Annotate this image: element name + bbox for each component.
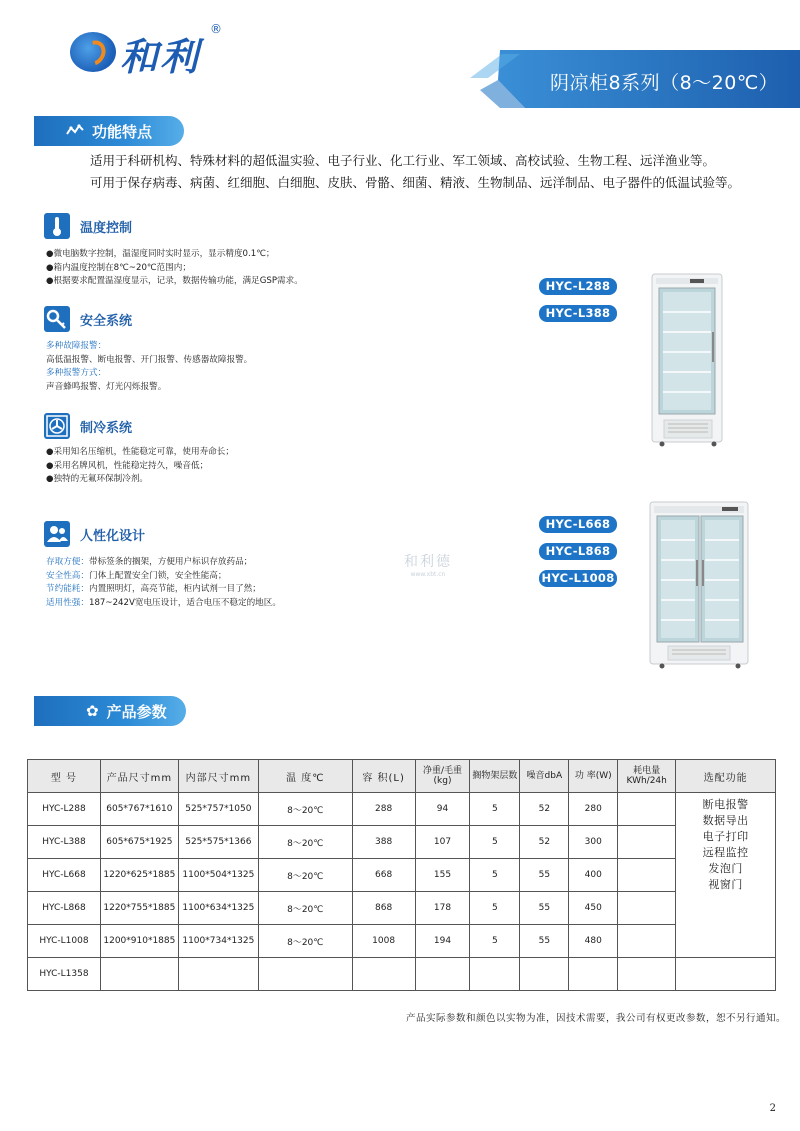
table-cell: HYC-L388 [28, 826, 101, 859]
feature-line: ●微电脑数字控制，温湿度同时实时显示，显示精度0.1℃； [46, 249, 275, 259]
table-cell: 1100*634*1325 [178, 892, 258, 925]
logo-icon [70, 32, 116, 72]
table-cell: 1200*910*1885 [100, 925, 178, 958]
table-cell: 1100*504*1325 [178, 859, 258, 892]
single-door-cabinet-image [650, 272, 726, 452]
table-cell [520, 958, 569, 991]
feature-title: 温度控制 [80, 220, 133, 236]
key-icon [44, 306, 70, 332]
table-cell: 5 [470, 826, 520, 859]
table-cell: 8～20℃ [258, 925, 352, 958]
feature-human-header [44, 521, 145, 547]
feature-row-text: 门体上配置安全门锁，安全性能高； [88, 570, 227, 581]
table-cell: HYC-L668 [28, 859, 101, 892]
table-cell: HYC-L868 [28, 892, 101, 925]
table-cell [676, 958, 776, 991]
table-cell: 450 [569, 892, 618, 925]
table-row [28, 826, 776, 859]
feature-row-label: 适用性强： [46, 597, 89, 608]
table-cell [618, 859, 676, 892]
table-cell [100, 958, 178, 991]
table-cell [618, 892, 676, 925]
col-header: 噪音dbA [520, 760, 569, 793]
feature-row-text: 内置照明灯，高亮节能，柜内试剂一目了然； [88, 584, 261, 594]
feature-row [46, 570, 281, 584]
table-row [28, 793, 776, 826]
feature-row [46, 583, 281, 597]
title-banner [440, 50, 800, 108]
option-item: 电子打印 [702, 830, 749, 843]
option-item: 断电报警 [702, 798, 749, 811]
feature-row [46, 556, 281, 570]
col-header: 耗电量KWh/24h [618, 760, 676, 793]
table-cell: 8～20℃ [258, 826, 352, 859]
table-cell: 94 [415, 793, 470, 826]
table-cell: 480 [569, 925, 618, 958]
intro-line: 适用于科研机构、特殊材料的超低温实验、电子行业、化工行业、军工领域、高校试验、生物工程、远洋渔业等。 [90, 153, 716, 168]
table-cell: 5 [470, 925, 520, 958]
intro-line: 可用于保存病毒、病菌、红细胞、白细胞、皮肤、骨骼、细菌、精液、生物制品、远洋制品、电子器件的低温试验等。 [90, 175, 741, 190]
option-item: 视窗门 [708, 878, 743, 891]
feature-row-label: 安全性高： [46, 570, 89, 581]
table-cell: HYC-L1008 [28, 925, 101, 958]
feature-line: 高低温报警、断电报警、开门报警、传感器故障报警。 [46, 354, 253, 365]
brand-logo [62, 22, 232, 79]
feature-subtitle: 多种故障报警： [46, 341, 107, 351]
parameter-table [27, 759, 776, 991]
feature-cooling-body [46, 446, 234, 487]
col-header: 温 度℃ [258, 760, 352, 793]
table-cell: 1220*625*1885 [100, 859, 178, 892]
feature-row-text: 187~242V宽电压设计，适合电压不稳定的地区。 [88, 597, 281, 608]
watermark-text: 和利德 [404, 554, 452, 570]
model-tag: HYC-L288 [539, 278, 617, 295]
users-icon [44, 521, 70, 547]
table-row [28, 925, 776, 958]
feature-row-label: 存取方便： [46, 557, 89, 567]
feature-row [46, 597, 281, 611]
model-tag: HYC-L868 [539, 543, 617, 560]
options-cell [676, 793, 776, 958]
col-header: 内部尺寸mm [178, 760, 258, 793]
feature-line: 声音蜂鸣报警、灯光闪烁报警。 [46, 381, 167, 392]
section-title: 产品参数 [106, 702, 167, 721]
table-cell: 5 [470, 892, 520, 925]
table-row [28, 892, 776, 925]
table-cell: 5 [470, 859, 520, 892]
thermometer-icon [44, 213, 70, 239]
feature-title: 制冷系统 [80, 420, 133, 436]
table-cell [352, 958, 415, 991]
table-cell: 400 [569, 859, 618, 892]
col-header: 净重/毛重(kg) [415, 760, 470, 793]
col-header: 型 号 [28, 760, 101, 793]
model-tag: HYC-L668 [539, 516, 617, 533]
feature-subtitle: 多种报警方式： [46, 368, 107, 378]
table-cell [470, 958, 520, 991]
table-cell: 8～20℃ [258, 892, 352, 925]
footnote: 产品实际参数和颜色以实物为准，因技术需要，我公司有权更改参数，恕不另行通知。 [405, 1013, 786, 1024]
feature-cooling-header [44, 413, 132, 439]
table-cell: 55 [520, 892, 569, 925]
table-cell: 1008 [352, 925, 415, 958]
gear-icon: ✿ [86, 702, 99, 720]
col-header: 搁物架层数 [470, 760, 520, 793]
table-cell [569, 958, 618, 991]
table-cell: 525*757*1050 [178, 793, 258, 826]
col-header: 容 积(L) [352, 760, 415, 793]
table-cell: 178 [415, 892, 470, 925]
feature-temperature-body [46, 248, 303, 289]
table-cell: 668 [352, 859, 415, 892]
table-cell: 1220*755*1885 [100, 892, 178, 925]
intro-text [90, 150, 790, 194]
fan-icon [44, 413, 70, 439]
table-cell: 288 [352, 793, 415, 826]
page-number: 2 [769, 1103, 776, 1114]
feature-safety-body [46, 340, 252, 394]
table-cell: 107 [415, 826, 470, 859]
table-cell: 55 [520, 859, 569, 892]
watermark [404, 551, 452, 578]
section-header-params [34, 696, 186, 726]
table-row [28, 958, 776, 991]
table-cell: 52 [520, 826, 569, 859]
feature-title: 人性化设计 [80, 528, 146, 544]
registered-mark: ® [210, 22, 222, 36]
feature-row-text: 带标签条的搁架，方便用户标识存放药品； [88, 557, 253, 567]
feature-line: ●采用知名压缩机，性能稳定可靠，使用寿命长； [46, 447, 234, 457]
table-cell: 388 [352, 826, 415, 859]
table-cell [618, 958, 676, 991]
table-cell: HYC-L288 [28, 793, 101, 826]
table-cell [415, 958, 470, 991]
table-cell: 868 [352, 892, 415, 925]
table-cell [178, 958, 258, 991]
option-item: 远程监控 [702, 846, 749, 859]
table-cell: 1100*734*1325 [178, 925, 258, 958]
table-row [28, 859, 776, 892]
col-header: 产品尺寸mm [100, 760, 178, 793]
brand-name: 和利 [120, 34, 201, 79]
feature-line: ●根据要求配置温湿度显示，记录，数据传输功能，满足GSP需求。 [46, 276, 303, 286]
table-cell [618, 793, 676, 826]
feature-line: ●箱内温度控制在8℃~20℃范围内； [46, 262, 191, 273]
col-header: 选配功能 [676, 760, 776, 793]
table-cell: 155 [415, 859, 470, 892]
table-cell: 525*575*1366 [178, 826, 258, 859]
wave-icon [66, 122, 84, 140]
watermark-url: www.xbt.cn [410, 571, 446, 578]
section-header-features [34, 116, 184, 146]
feature-temperature-header [44, 213, 132, 239]
table-cell: 8～20℃ [258, 793, 352, 826]
option-item: 发泡门 [708, 862, 743, 875]
section-title: 功能特点 [92, 122, 153, 141]
page-title: 阴凉柜8系列（8～20℃） [550, 72, 779, 94]
table-cell: HYC-L1358 [28, 958, 101, 991]
table-cell: 194 [415, 925, 470, 958]
table-cell: 300 [569, 826, 618, 859]
table-cell: 605*767*1610 [100, 793, 178, 826]
feature-line: ●采用名牌风机，性能稳定持久，噪音低； [46, 460, 209, 471]
table-cell: 55 [520, 925, 569, 958]
table-header-row [28, 760, 776, 793]
feature-title: 安全系统 [80, 313, 133, 329]
model-tag: HYC-L388 [539, 305, 617, 322]
table-cell: 5 [470, 793, 520, 826]
table-cell [258, 958, 352, 991]
option-item: 数据导出 [702, 814, 749, 827]
table-cell [618, 826, 676, 859]
feature-line: ●独特的无氟环保制冷剂。 [46, 474, 149, 484]
double-door-cabinet-image [648, 500, 752, 674]
table-cell: 280 [569, 793, 618, 826]
feature-human-body [46, 556, 281, 610]
table-cell: 8～20℃ [258, 859, 352, 892]
feature-row-label: 节约能耗： [46, 584, 89, 594]
model-tag: HYC-L1008 [539, 570, 617, 587]
table-cell [618, 925, 676, 958]
feature-safety-header [44, 306, 132, 332]
table-cell: 52 [520, 793, 569, 826]
col-header: 功 率(W) [569, 760, 618, 793]
table-cell: 605*675*1925 [100, 826, 178, 859]
